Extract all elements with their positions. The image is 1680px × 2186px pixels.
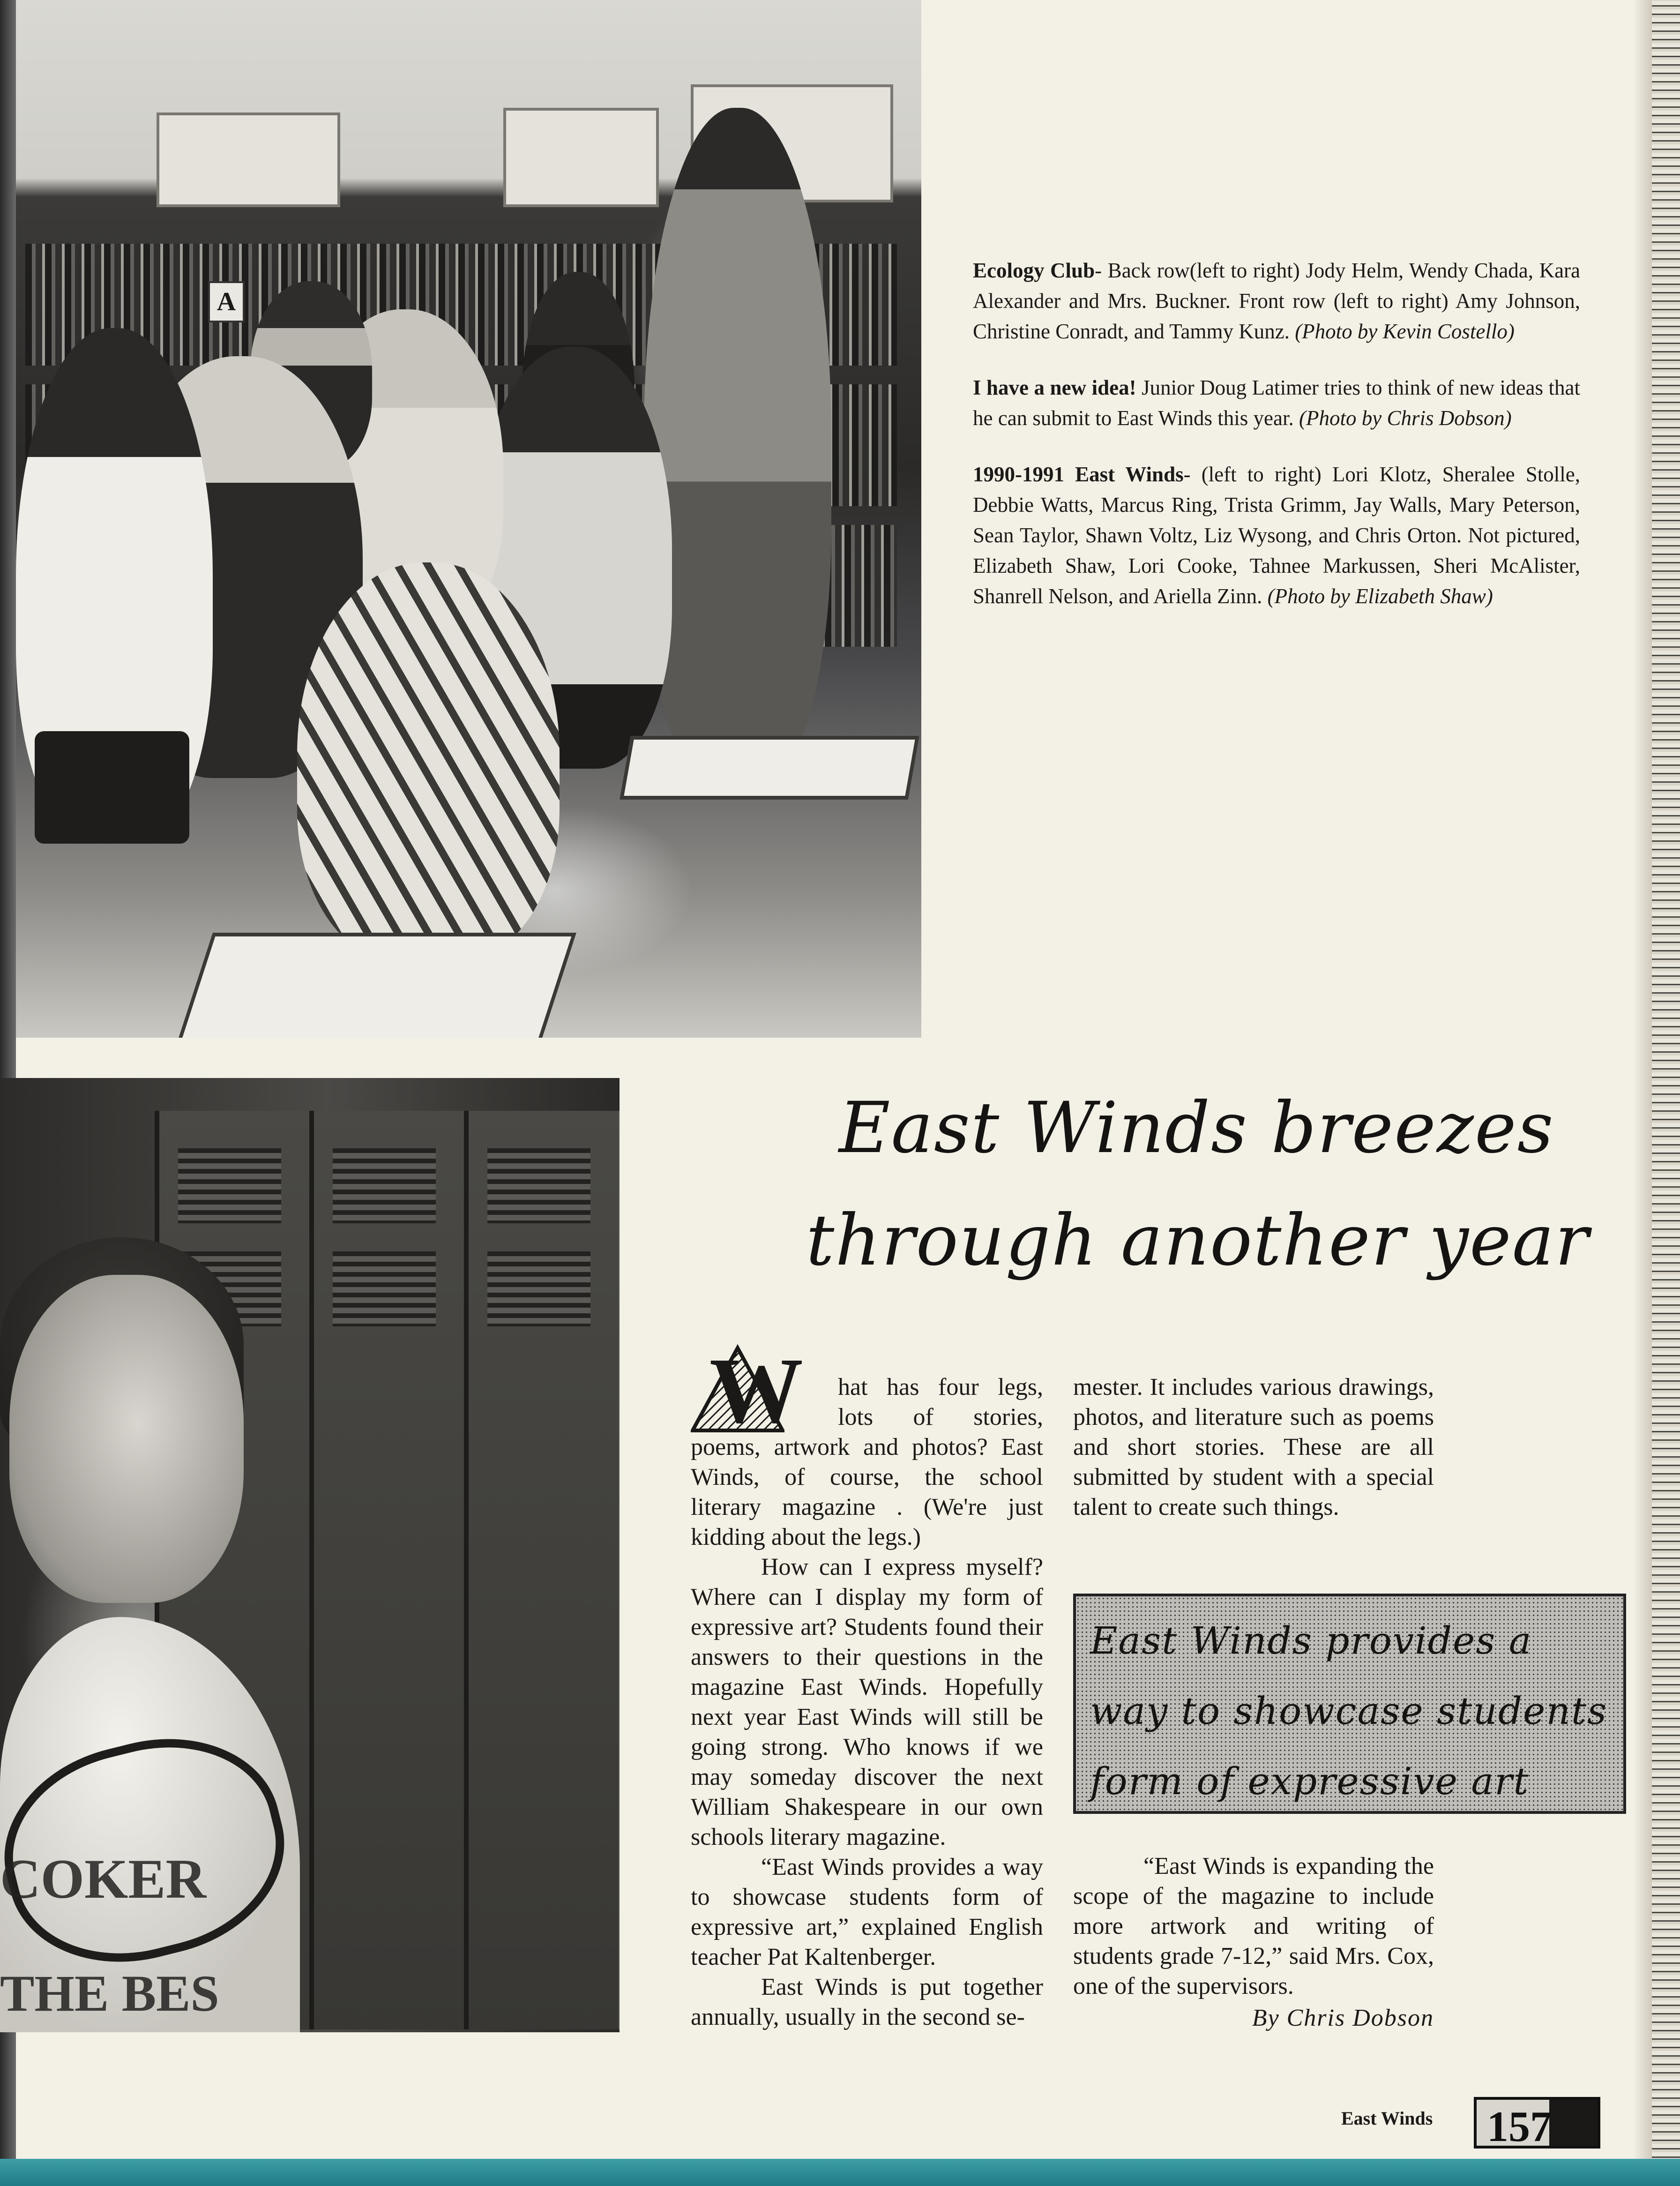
page-number: 157 xyxy=(1487,2103,1552,2149)
doug-latimer-photo xyxy=(0,1078,620,2032)
dropcap xyxy=(691,1339,831,1443)
seated-student xyxy=(297,562,560,961)
article-paragraph: How can I express myself? Where can I display my form of expressive art? Students found their answers to their questions in the magazine East Winds. Hopefully next year East Winds will still be going strong. Who knows if we may someday discover the next William Shakespeare in our own schools literary magazine. xyxy=(691,1554,1043,1850)
standing-student xyxy=(644,108,831,787)
handbag xyxy=(35,731,189,844)
dropcap-letter: W xyxy=(709,1339,803,1443)
article-headline-line1: East Winds breezes xyxy=(839,1087,1554,1169)
caption-text: Junior Doug Latimer tries to think of new ideas that he can submit to East Winds this year. xyxy=(973,376,1580,430)
locker-vent xyxy=(333,1148,436,1223)
locker-vent xyxy=(333,1251,436,1326)
scan-background-strip xyxy=(0,2159,1680,2186)
storage-box xyxy=(157,112,340,207)
article-paragraph: “East Winds is expanding the scope of the magazine to include more artwork and writing of students grade 7-12,” said Mrs. Cox, one of the supervisors. xyxy=(1073,1853,1434,1999)
photo-credit: (Photo by Elizabeth Shaw) xyxy=(1267,584,1493,608)
article-column-1 xyxy=(691,1339,1043,2032)
article-column-3 xyxy=(1073,1851,1434,2033)
classroom-desk xyxy=(175,933,576,1038)
caption-heading: Ecology Club xyxy=(973,259,1095,282)
locker-vent xyxy=(487,1148,590,1223)
photo-credit: (Photo by Kevin Costello) xyxy=(1295,320,1515,343)
footer-section-label: East Winds xyxy=(1341,2108,1433,2129)
photo-credit: (Photo by Chris Dobson) xyxy=(1299,406,1512,430)
article-paragraph: “East Winds provides a way to showcase students form of expressive art,” explained English teacher Pat Kaltenberger. xyxy=(691,1854,1043,1970)
caption-ecology-club xyxy=(973,255,1580,347)
article-paragraph: hat has four legs, lots of stories, poems, artwork and photos? East Winds, of course, the school literary magazine . (We're just kidding about the legs.) xyxy=(691,1374,1043,1550)
classroom-desk xyxy=(620,736,919,800)
page-edge xyxy=(1652,0,1680,2186)
storage-box xyxy=(503,108,659,207)
locker xyxy=(309,1111,467,2029)
pull-quote-text: East Winds provides a way to showcase students form of expressive art xyxy=(1090,1619,1608,1803)
locker xyxy=(464,1111,620,2029)
student-face xyxy=(9,1275,244,1603)
shelf-marker-label: A xyxy=(208,281,245,322)
caption-new-idea xyxy=(973,373,1580,434)
article-paragraph: East Winds is put together annually, usually in the second se- xyxy=(691,1974,1043,2030)
ecology-club-photo xyxy=(16,0,921,1038)
article-headline-line2: through another year xyxy=(806,1200,1590,1281)
pull-quote-box xyxy=(1073,1594,1626,1814)
shirt-lettering: THE BES xyxy=(0,1965,219,2022)
caption-text: - Back row(left to right) Jody Helm, Wendy Chada, Kara Alexander and Mrs. Buckner. Front row (left to right) Amy Johnson, Christine Conradt, and Tammy Kunz. xyxy=(973,259,1581,343)
locker-vent xyxy=(487,1251,590,1326)
article-byline: By Chris Dobson xyxy=(1252,2005,1434,2031)
article-column-2 xyxy=(1073,1372,1434,1522)
caption-text: - (left to right) Lori Klotz, Sheralee Stolle, Debbie Watts, Marcus Ring, Trista Grimm, Jay Walls, Mary Peterson, Sean Taylor, Shawn Voltz, Liz Wysong, and Chris Orton. Not pictured, Elizabeth Shaw, Lori Cooke, Tahnee Markussen, Sheri McAlister, Shanrell Nelson, and Ariella Zinn. xyxy=(973,463,1580,608)
article-paragraph: mester. It includes various drawings, photos, and literature such as poems and short stories. These are all submitted by student with a special talent to create such things. xyxy=(1073,1374,1434,1520)
page-number-box xyxy=(1474,2097,1600,2149)
photo-captions xyxy=(973,255,1580,637)
caption-heading: I have a new idea! xyxy=(973,376,1136,399)
shirt-lettering: COKER xyxy=(0,1848,207,1910)
caption-heading: 1990-1991 East Winds xyxy=(973,463,1184,486)
caption-east-winds-staff xyxy=(973,459,1580,612)
locker-vent xyxy=(178,1148,281,1223)
page-curl-shadow xyxy=(1633,0,1652,2186)
